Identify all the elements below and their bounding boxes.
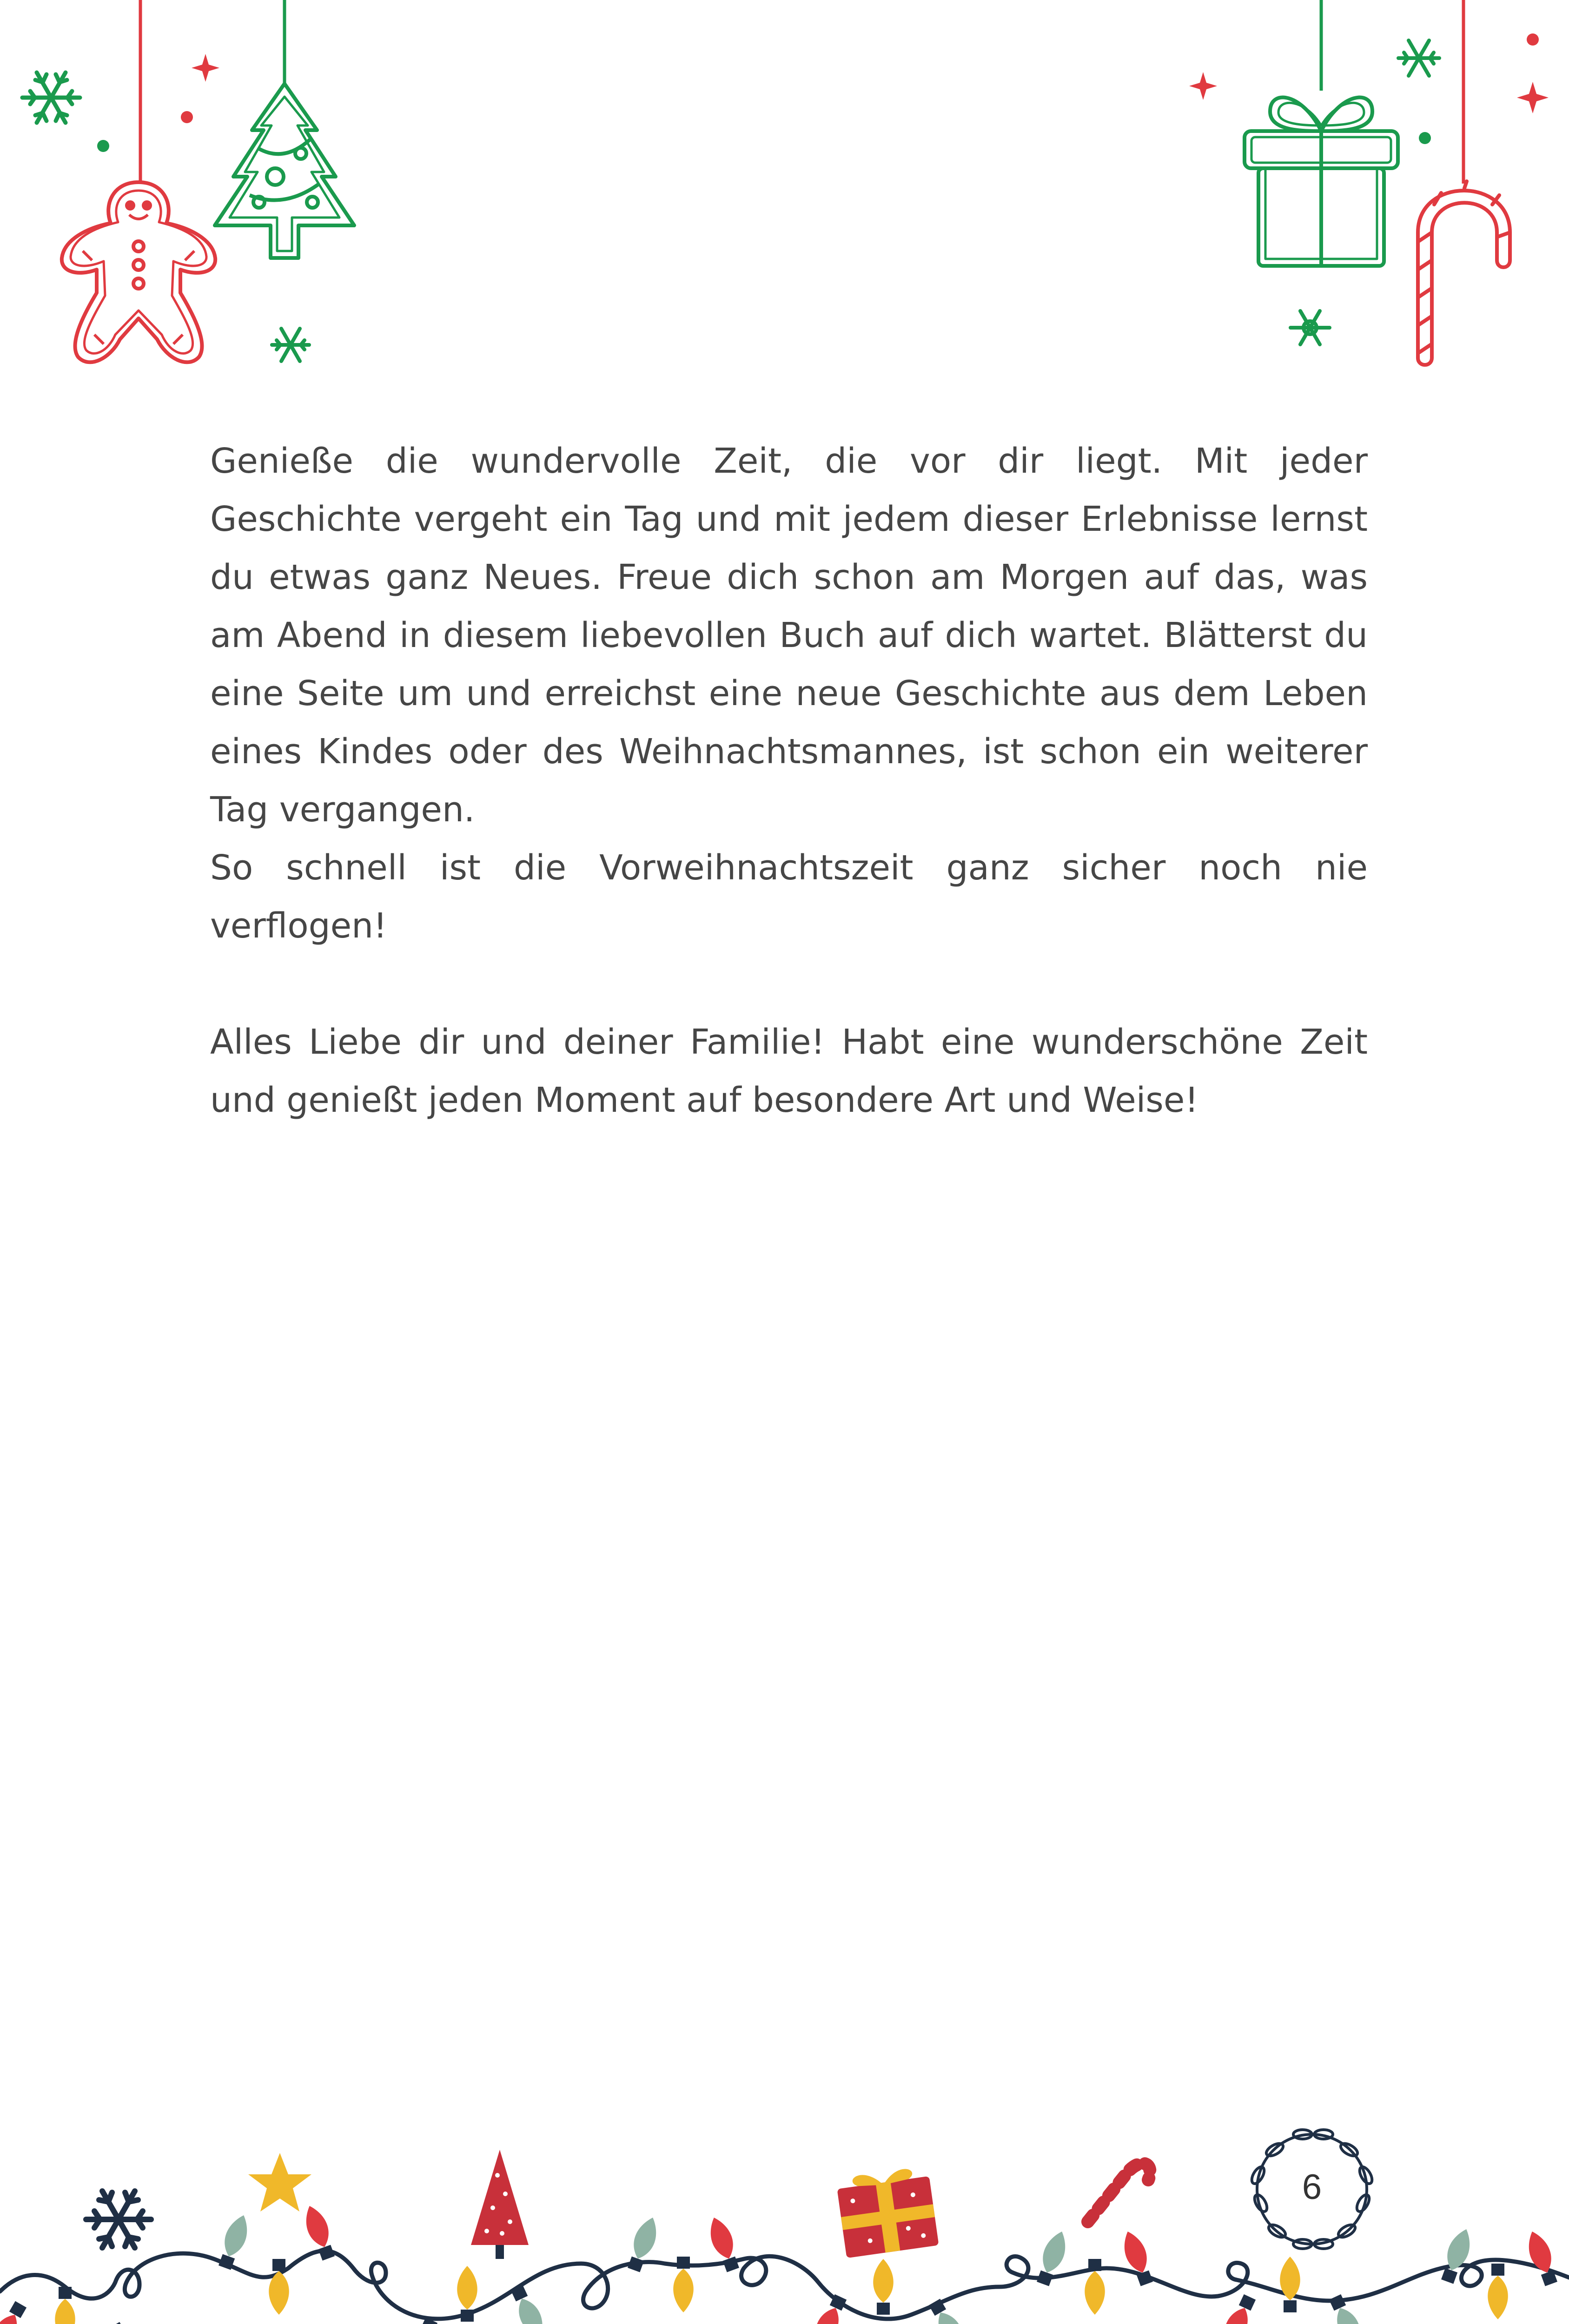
page-number: 6 [1302,2167,1322,2207]
dot-icon [97,140,109,152]
snowflake-icon [272,329,309,361]
snowflake-icon [1291,311,1330,344]
light-bulb-icon [808,2293,850,2324]
light-bulb-icon [1085,2259,1105,2315]
snowflake-icon [1398,40,1439,76]
light-bulb-icon [873,2259,894,2315]
light-bulb-icon [1326,2293,1368,2324]
story-intro-text [210,432,1368,1129]
sparkle-icon [192,54,219,82]
sparkle-icon [1517,82,1549,113]
candy-cane-ornament-icon [1418,181,1510,365]
light-bulb-icon [55,2287,75,2324]
light-bulb-icon [1033,2228,1072,2288]
top-left-ornaments [0,0,418,381]
tree-icon [471,2150,529,2259]
light-bulb-icon [457,2266,477,2322]
light-bulb-icon [1523,2228,1561,2288]
light-bulb-icon [704,2214,742,2274]
light-bulb-icon [269,2259,289,2315]
snowflake-icon [22,73,80,123]
light-bulb-icon [926,2297,971,2324]
gingerbread-man-ornament-icon [62,182,215,362]
gift-box-ornament-icon [1245,98,1398,266]
light-bulb-icon [1488,2264,1508,2319]
christmas-tree-ornament-icon [215,84,354,258]
light-bulb-icon [624,2214,662,2274]
light-bulb-icon [1438,2226,1476,2285]
light-bulb-icon [105,2320,151,2324]
star-icon [248,2153,311,2212]
light-bulb-icon [1280,2257,1300,2312]
sparkle-icon [1189,72,1217,100]
paragraph-2: So schnell ist die Vorweihnachtszeit ganz sicher noch nie verflogen! [210,848,1368,946]
candy-cane-icon [1088,2164,1150,2222]
dot-icon [1419,132,1431,144]
light-bulb-icon [1118,2228,1156,2288]
string-lights-wire [0,2251,1569,2319]
light-bulb-icon [300,2203,338,2262]
paragraph-1: Genieße die wundervolle Zeit, die vor dir liegt. Mit jeder Geschichte vergeht ein Tag und mit jedem dieser Erlebnisse lernst du etwas ganz Neues. Freue dich schon am Morgen auf das, was am Abend in diesem liebevollen Buch auf dich wartet. Blätterst du eine Seite um und erreichst eine neue Geschichte aus dem Leben eines Kindes oder des Weihnachtsmannes, ist schon ein weiterer Tag vergangen. [210,441,1368,830]
light-bulb-icon [215,2212,253,2271]
dot-icon [181,111,193,123]
present-icon [835,2166,939,2258]
dot-icon [1527,33,1539,46]
light-bulb-icon [673,2257,694,2312]
light-bulb-icon [1217,2293,1259,2324]
light-bulb-icon [399,2316,441,2324]
light-bulb-icon [0,2299,30,2324]
light-bulb-icon [508,2284,549,2324]
snowflake-icon [86,2191,151,2248]
paragraph-3: Alles Liebe dir und deiner Familie! Habt eine wunderschöne Zeit und genießt jeden Moment auf besondere Art und Weise! [210,1022,1368,1120]
paragraph-spacer [210,955,1368,1013]
